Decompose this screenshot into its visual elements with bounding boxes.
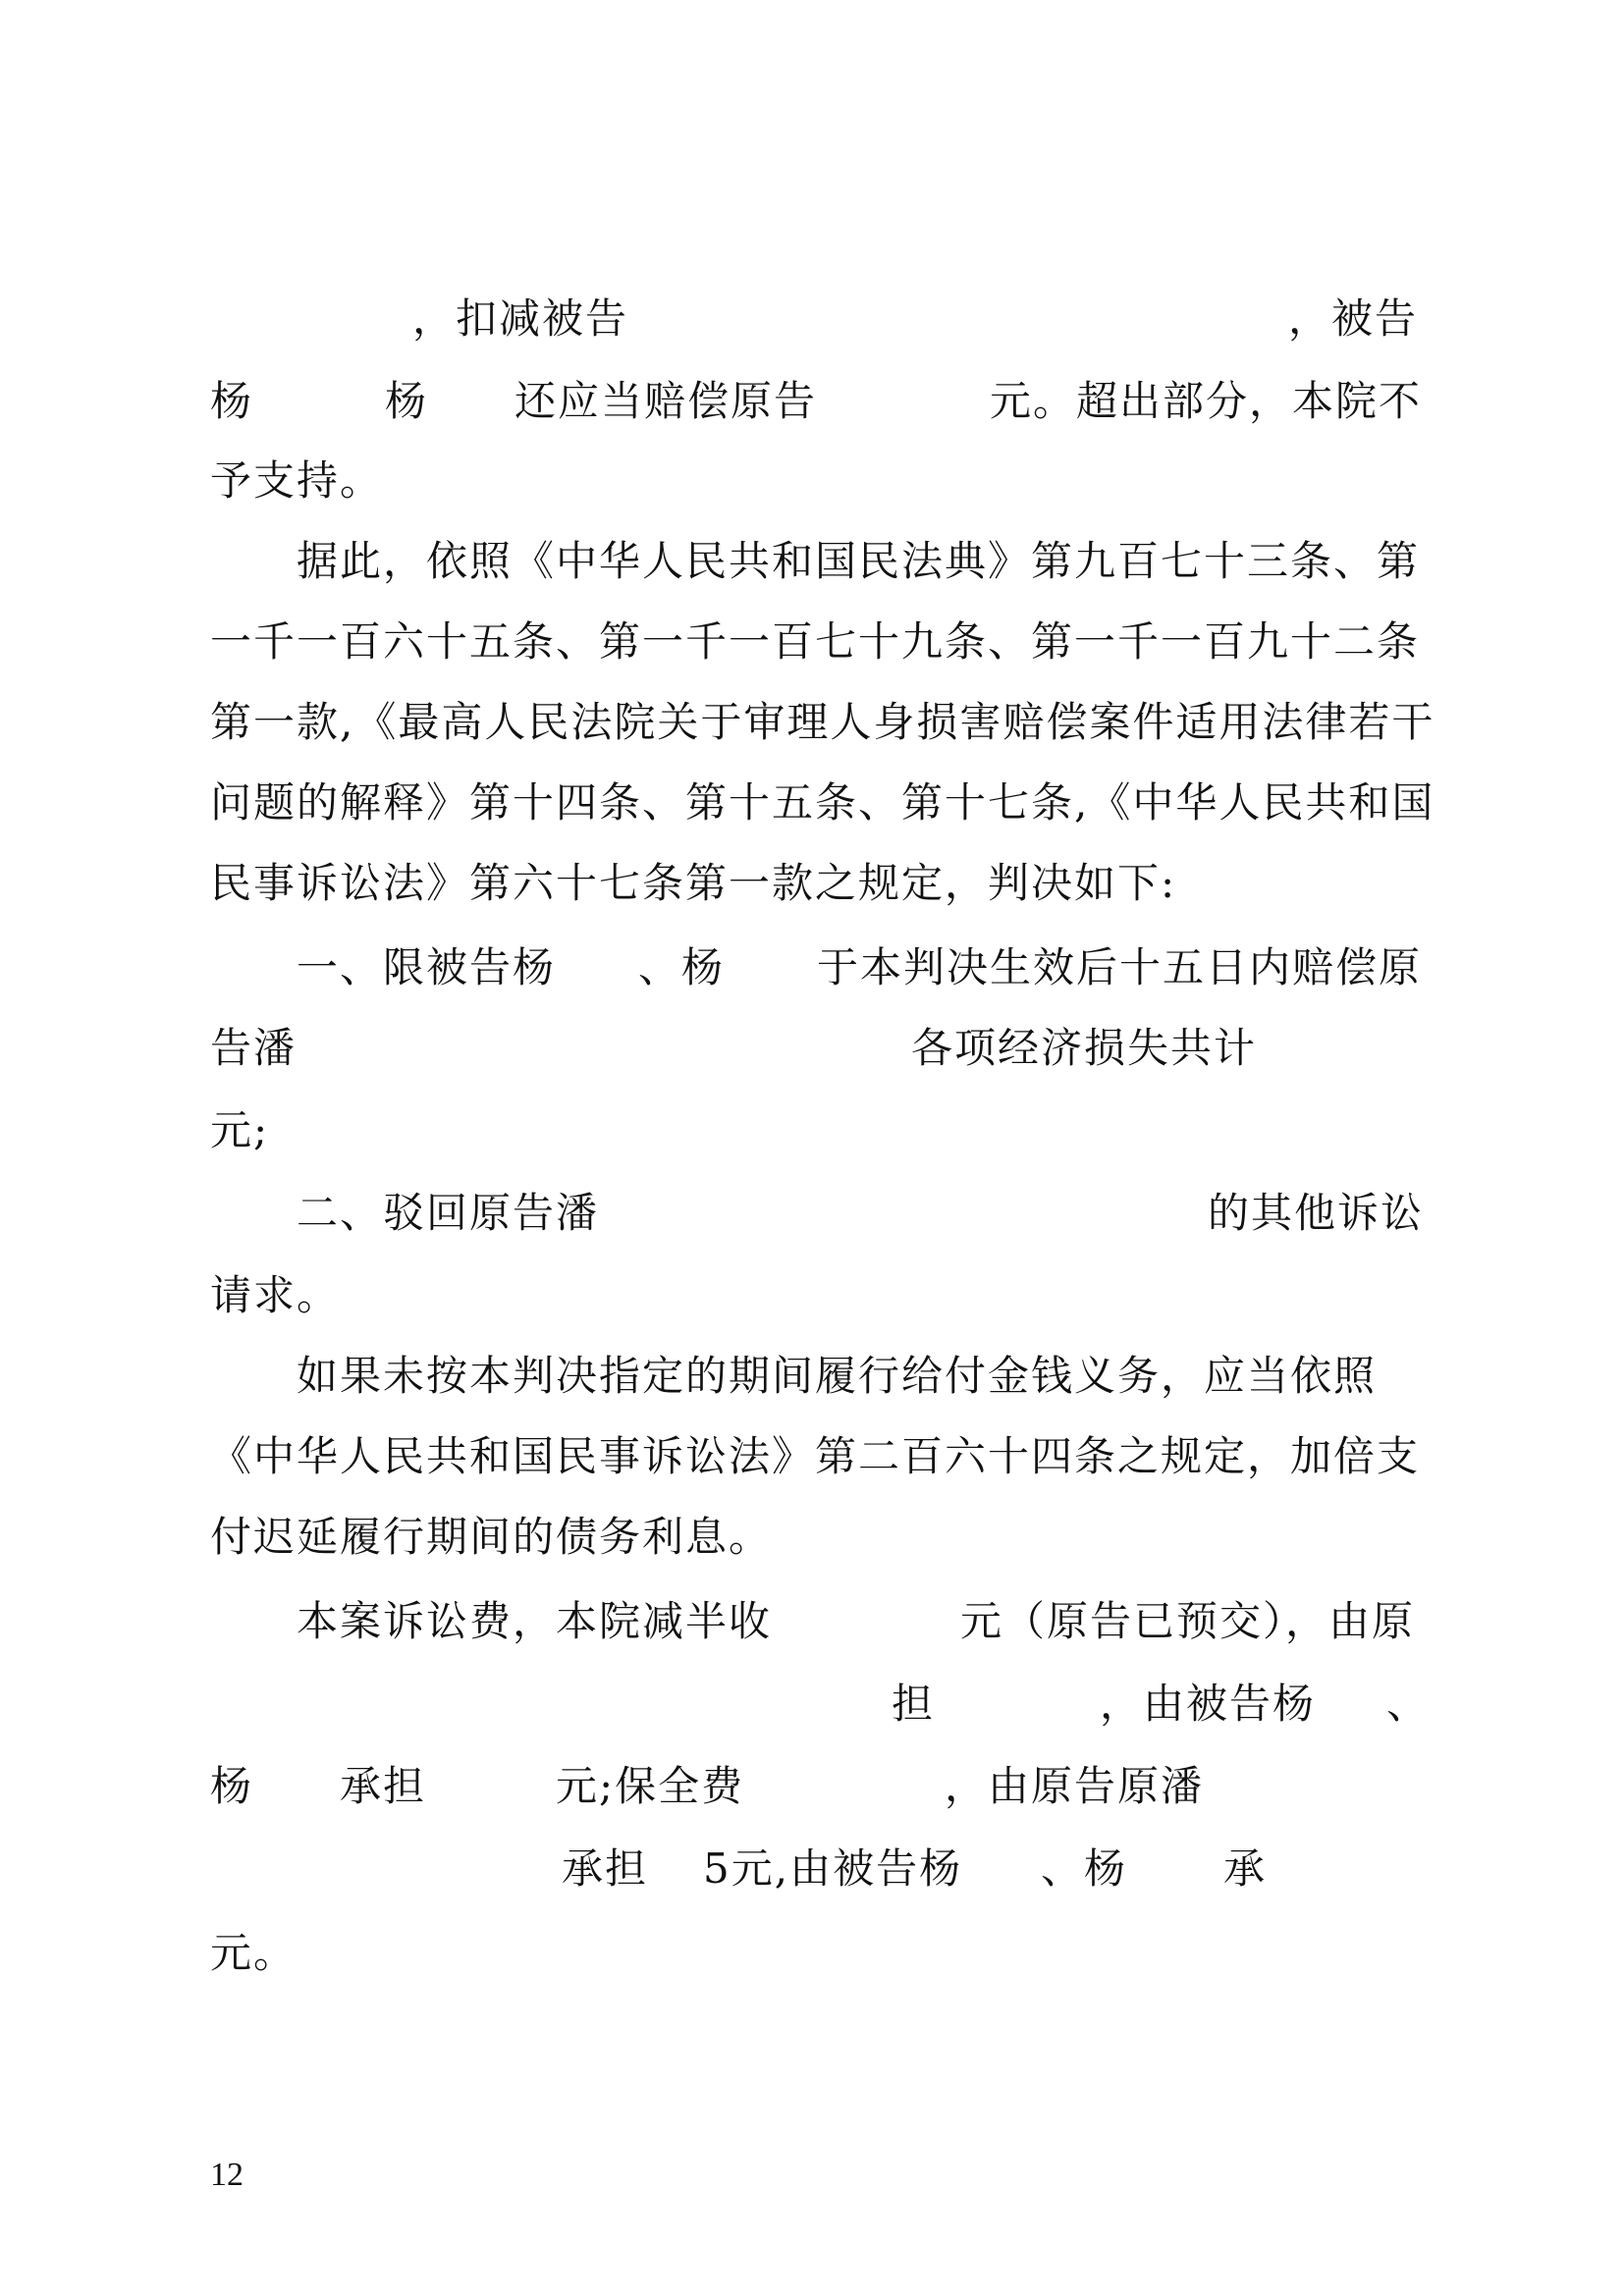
text-line-12-part-2: 的其他诉讼	[1208, 1189, 1425, 1237]
text-line-8: 民事诉讼法》第六十七条第一款之规定，判决如下:	[210, 859, 1177, 907]
text-line-9-part-1: 一、限被告杨	[297, 943, 557, 991]
text-line-16: 付迟延履行期间的债务利息。	[210, 1513, 773, 1561]
text-line-19-part-1: 杨	[210, 1762, 254, 1810]
text-line-2-part-2: 杨	[385, 377, 429, 425]
text-line-4: 据此，依照《中华人民共和国民法典》第九百七十三条、第	[297, 537, 1421, 585]
text-line-13: 请求。	[210, 1271, 341, 1319]
text-line-9-part-3: 于本判决生效后十五日内赔偿原	[817, 943, 1423, 991]
text-line-20-part-4: 承	[1223, 1844, 1268, 1893]
text-line-6: 第一款,《最高人民法院关于审理人身损害赔偿案件适用法律若干	[210, 698, 1435, 746]
text-line-21: 元。	[210, 1929, 298, 1977]
text-line-19-part-4: ，由原告原潘	[945, 1762, 1205, 1810]
text-line-1-part-2: ，被告	[1288, 294, 1419, 343]
text-line-20-part-1: 承担	[562, 1844, 649, 1893]
text-line-14: 如果未按本判决指定的期间履行给付金钱义务，应当依照	[297, 1352, 1378, 1400]
text-line-17-part-1: 本案诉讼费，本院减半收	[297, 1597, 773, 1645]
page-number: 12	[210, 2157, 244, 2193]
text-line-1-part-1: ，扣减被告	[412, 294, 629, 343]
text-line-11: 元;	[210, 1106, 270, 1154]
text-line-9-part-2: 、杨	[638, 943, 726, 991]
text-line-20-part-3: 、杨	[1041, 1844, 1128, 1893]
text-line-5: 一千一百六十五条、第一千一百七十九条、第一千一百九十二条	[210, 617, 1421, 666]
text-line-19-part-2: 承担	[340, 1762, 427, 1810]
text-line-20-part-2: 5元,由被告杨	[703, 1844, 963, 1893]
text-line-10-part-1: 告潘	[210, 1024, 298, 1072]
text-line-7: 问题的解释》第十四条、第十五条、第十七条,《中华人民共和国	[210, 778, 1435, 827]
text-line-3: 予支持。	[210, 456, 384, 505]
text-line-18-part-2: ，由被告杨	[1100, 1680, 1317, 1728]
text-line-2-part-3: 还应当赔偿原告	[514, 377, 818, 425]
text-line-18-part-3: 、	[1386, 1680, 1431, 1728]
text-line-12-part-1: 二、驳回原告潘	[297, 1189, 600, 1237]
text-line-17-part-2: 元（原告已预交），由原	[960, 1597, 1416, 1645]
text-line-2-part-1: 杨	[210, 377, 254, 425]
text-line-18-part-1: 担	[892, 1680, 936, 1728]
text-line-2-part-4: 元。超出部分，本院不	[990, 377, 1423, 425]
text-line-15: 《中华人民共和国民事诉讼法》第二百六十四条之规定，加倍支	[210, 1432, 1421, 1480]
text-line-10-part-2: 各项经济损失共计	[911, 1024, 1258, 1072]
text-line-19-part-3: 元;保全费	[556, 1762, 745, 1810]
